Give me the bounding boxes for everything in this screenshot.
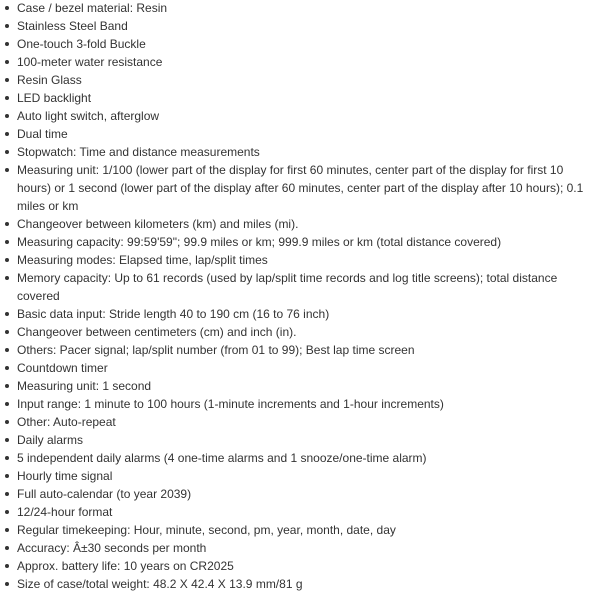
list-item (0, 449, 600, 467)
list-item (0, 539, 600, 557)
bullet-icon (5, 384, 9, 388)
bullet-icon (5, 564, 9, 568)
list-item (0, 251, 600, 269)
bullet-icon (5, 78, 9, 82)
list-item-text: Measuring modes: Elapsed time, lap/split times (17, 253, 268, 267)
bullet-icon (5, 456, 9, 460)
list-item-text: Resin Glass (17, 73, 82, 87)
bullet-icon (5, 546, 9, 550)
list-item (0, 215, 600, 233)
list-item-text: Hourly time signal (17, 469, 113, 483)
list-item-text: Dual time (17, 127, 68, 141)
list-item (0, 107, 600, 125)
list-item (0, 161, 600, 215)
list-item (0, 269, 600, 305)
list-item-text: Changeover between kilometers (km) and miles (mi). (17, 217, 299, 231)
list-item-text: Memory capacity: Up to 61 records (used by lap/split time records and log title screens); total distance covered (17, 271, 558, 303)
bullet-icon (5, 114, 9, 118)
list-item-text: Basic data input: Stride length 40 to 190 cm (16 to 76 inch) (17, 307, 330, 321)
list-item-text: Auto light switch, afterglow (17, 109, 160, 123)
bullet-icon (5, 6, 9, 10)
list-item-text: Measuring unit: 1/100 (lower part of the display for first 60 minutes, center part of the display for first 10 hours) or 1 second (lower part of the display after 60 minutes, center part of the display after 10 hours); 0.1 miles or km (17, 163, 584, 213)
list-item-text: Size of case/total weight: 48.2 X 42.4 X 13.9 mm/81 g (17, 577, 303, 591)
bullet-icon (5, 150, 9, 154)
bullet-icon (5, 222, 9, 226)
list-item (0, 575, 600, 593)
list-item-text: Case / bezel material: Resin (17, 1, 168, 15)
bullet-icon (5, 60, 9, 64)
list-item (0, 467, 600, 485)
bullet-icon (5, 168, 9, 172)
bullet-icon (5, 276, 9, 280)
list-item-text: Measuring capacity: 99:59'59"; 99.9 miles or km; 999.9 miles or km (total distance covered) (17, 235, 502, 249)
list-item-text: Stainless Steel Band (17, 19, 128, 33)
bullet-icon (5, 312, 9, 316)
list-item (0, 143, 600, 161)
bullet-icon (5, 438, 9, 442)
list-item-text: Stopwatch: Time and distance measurements (17, 145, 260, 159)
list-item (0, 557, 600, 575)
list-item-text: 5 independent daily alarms (4 one-time alarms and 1 snooze/one-time alarm) (17, 451, 427, 465)
list-item (0, 413, 600, 431)
list-item (0, 125, 600, 143)
list-item (0, 17, 600, 35)
list-item-text: Measuring unit: 1 second (17, 379, 152, 393)
list-item (0, 35, 600, 53)
list-item (0, 521, 600, 539)
bullet-icon (5, 42, 9, 46)
bullet-icon (5, 510, 9, 514)
list-item-text: One-touch 3-fold Buckle (17, 37, 146, 51)
list-item (0, 485, 600, 503)
bullet-icon (5, 528, 9, 532)
list-item (0, 503, 600, 521)
list-item-text: 12/24-hour format (17, 505, 113, 519)
list-item (0, 323, 600, 341)
list-item-text: Accuracy: Â±30 seconds per month (17, 541, 207, 555)
list-item (0, 89, 600, 107)
list-item (0, 359, 600, 377)
list-item-text: Full auto-calendar (to year 2039) (17, 487, 192, 501)
list-item (0, 233, 600, 251)
list-item-text: 100-meter water resistance (17, 55, 163, 69)
bullet-icon (5, 132, 9, 136)
list-item (0, 71, 600, 89)
bullet-icon (5, 348, 9, 352)
list-item (0, 395, 600, 413)
bullet-icon (5, 492, 9, 496)
list-item-text: Others: Pacer signal; lap/split number (from 01 to 99); Best lap time screen (17, 343, 415, 357)
bullet-icon (5, 24, 9, 28)
bullet-icon (5, 258, 9, 262)
bullet-icon (5, 330, 9, 334)
bullet-icon (5, 240, 9, 244)
bullet-icon (5, 474, 9, 478)
bullet-icon (5, 582, 9, 586)
list-item-text: Changeover between centimeters (cm) and inch (in). (17, 325, 297, 339)
bullet-icon (5, 96, 9, 100)
list-item (0, 341, 600, 359)
list-item (0, 431, 600, 449)
list-item-text: Regular timekeeping: Hour, minute, second, pm, year, month, date, day (17, 523, 396, 537)
list-item (0, 305, 600, 323)
list-item (0, 0, 600, 17)
list-item (0, 377, 600, 395)
list-item-text: Input range: 1 minute to 100 hours (1-minute increments and 1-hour increments) (17, 397, 444, 411)
list-item-text: Countdown timer (17, 361, 108, 375)
list-item-text: Daily alarms (17, 433, 84, 447)
bullet-icon (5, 420, 9, 424)
bullet-icon (5, 366, 9, 370)
list-item-text: Approx. battery life: 10 years on CR2025 (17, 559, 234, 573)
list-item-text: LED backlight (17, 91, 92, 105)
list-item-text: Other: Auto-repeat (17, 415, 116, 429)
bullet-icon (5, 402, 9, 406)
list-item (0, 53, 600, 71)
